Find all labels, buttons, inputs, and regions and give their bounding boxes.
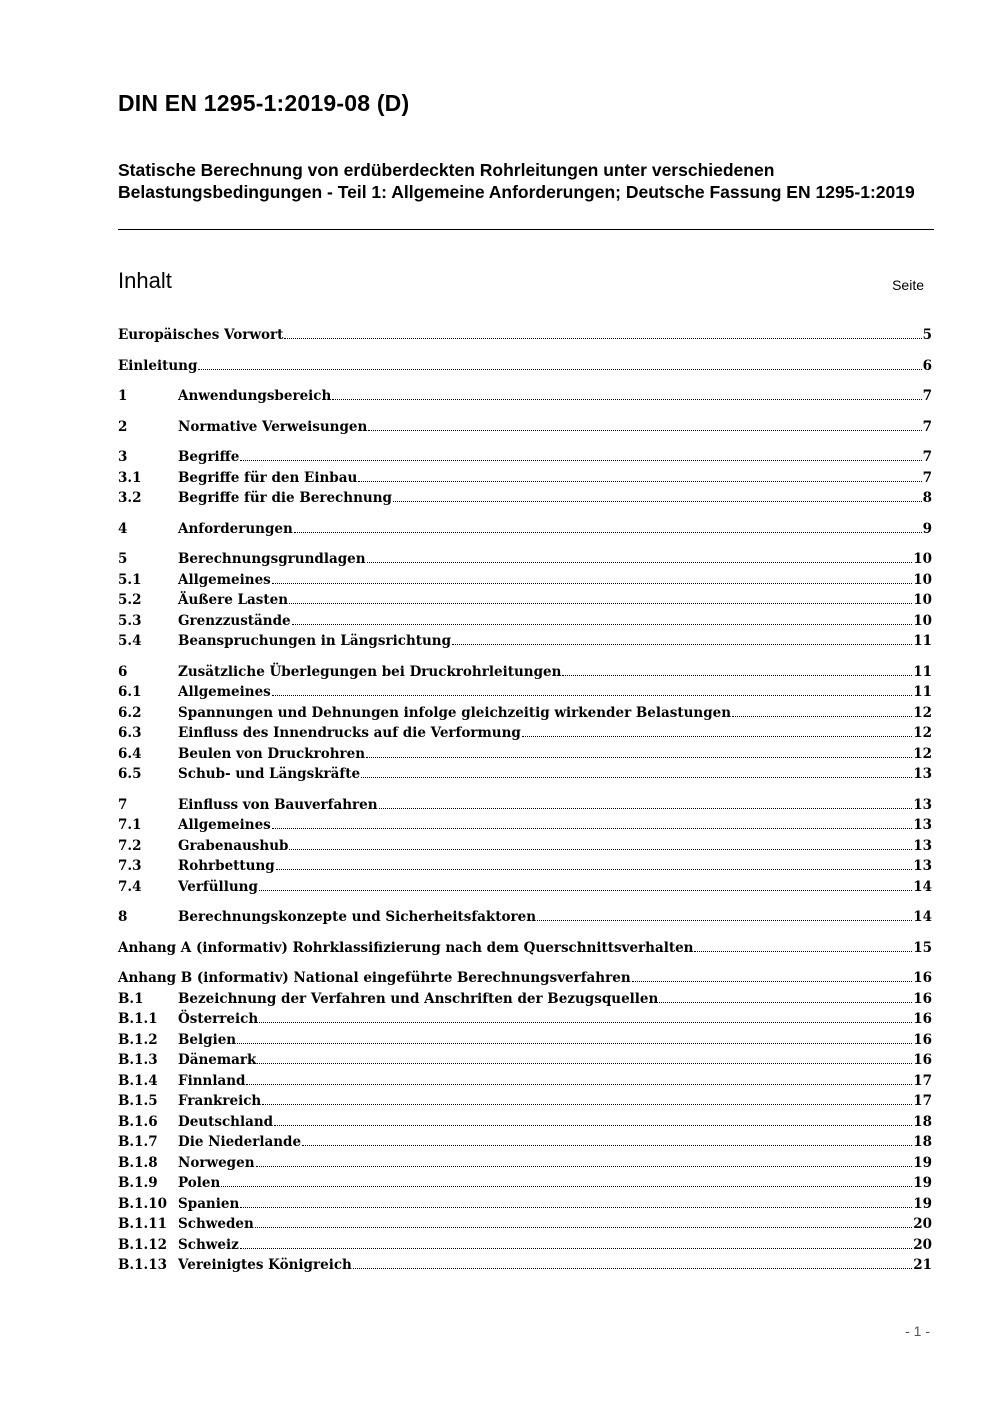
toc-entry[interactable] [118,968,932,989]
toc-dot-leader [732,715,912,717]
toc-dot-leader [276,868,912,870]
toc-entry-number: 4 [118,520,128,537]
toc-entry-number: 7.2 [118,837,142,854]
toc-entry-title: Grenzzustände [178,612,291,629]
toc-entry-number: 1 [118,388,128,404]
toc-entry-number: B.1.9 [118,1175,158,1191]
toc-heading: Inhalt [118,268,172,293]
toc-entry-page: 19 [913,1195,932,1212]
toc-entry[interactable] [118,938,932,959]
toc-entry[interactable] [118,1153,932,1174]
toc-entry-title: Österreich [178,1011,259,1027]
toc-entry-title: Einleitung [118,357,198,374]
toc-entry[interactable] [118,1030,932,1051]
toc-dot-leader [379,807,913,809]
toc-entry[interactable] [118,856,932,877]
toc-entry[interactable] [118,1050,932,1071]
toc-entry-page: 10 [913,592,932,608]
toc-dot-leader [562,674,912,676]
toc-entry-page: 19 [913,1154,932,1171]
toc-dot-leader [361,776,912,778]
toc-dot-leader [272,827,912,829]
toc-entry-title: Begriffe für die Berechnung [178,490,392,506]
toc-entry-page: 10 [913,612,932,629]
table-of-contents [118,325,932,1276]
toc-entry[interactable] [118,1173,932,1194]
toc-dot-leader [259,1021,912,1023]
toc-entry-number: B.1.4 [118,1072,158,1089]
toc-entry-page: 21 [913,1257,932,1273]
toc-entry-title: Berechnungskonzepte und Sicherheitsfaktoren [178,909,537,925]
page-number: - 1 - [905,1323,930,1339]
toc-entry-title: Spannungen und Dehnungen infolge gleichzeitig wirkender Belastungen [178,704,732,721]
toc-entry[interactable] [118,631,932,652]
toc-entry[interactable] [118,519,932,540]
toc-entry-number: 7.3 [118,858,142,874]
toc-entry-number: 5.4 [118,633,142,649]
toc-entry-page: 10 [913,571,932,588]
toc-entry[interactable] [118,1235,932,1256]
toc-page-column-label: Seite [892,277,924,293]
toc-entry[interactable] [118,877,932,898]
toc-entry-page: 19 [913,1175,932,1191]
toc-entry-number: B.1 [118,990,144,1007]
toc-dot-leader [292,623,913,625]
toc-dot-leader [452,643,912,645]
toc-entry[interactable] [118,662,932,683]
toc-entry-page: 16 [913,1031,932,1048]
toc-entry-title: Anhang A (informativ) Rohrklassifizierung nach dem Querschnittsverhalten [118,939,694,956]
toc-dot-leader [393,500,922,502]
toc-entry-page: 5 [922,327,932,343]
toc-entry-title: Schweiz [178,1236,239,1253]
toc-dot-leader [694,950,912,952]
toc-entry-title: Begriffe für den Einbau [178,469,358,486]
toc-entry-title: Allgemeines [178,817,271,833]
toc-entry[interactable] [118,764,932,785]
toc-entry-number: 5.2 [118,592,142,608]
toc-entry-number: 3.2 [118,490,142,506]
toc-dot-leader [289,848,912,850]
toc-entry-title: Die Niederlande [178,1134,302,1150]
toc-entry-page: 10 [913,551,932,567]
toc-dot-leader [272,582,912,584]
toc-dot-leader [537,919,912,921]
toc-entry[interactable] [118,386,932,407]
toc-entry-title: Finnland [178,1072,246,1089]
toc-entry-page: 7 [922,388,932,404]
toc-entry-number: B.1.3 [118,1052,158,1068]
toc-entry-title: Äußere Lasten [178,592,289,608]
toc-entry[interactable] [118,703,932,724]
toc-entry-title: Europäisches Vorwort [118,327,284,343]
toc-entry-title: Polen [178,1175,221,1191]
toc-entry-page: 16 [913,1052,932,1068]
toc-entry-number: 7.1 [118,817,142,833]
toc-entry[interactable] [118,1112,932,1133]
toc-dot-leader [262,1103,912,1105]
toc-entry[interactable] [118,325,932,346]
toc-dot-leader [332,398,921,400]
toc-dot-leader [659,1001,912,1003]
toc-entry-number: B.1.7 [118,1134,158,1150]
toc-entry-title: Allgemeines [178,684,271,700]
toc-entry-title: Begriffe [178,449,240,465]
toc-entry-title: Anhang B (informativ) National eingeführte Berechnungsverfahren [118,970,631,986]
toc-entry-number: 3 [118,449,128,465]
toc-entry-number: 5.3 [118,612,142,629]
toc-entry-number: 7.4 [118,878,142,895]
toc-dot-leader [368,429,921,431]
toc-entry-title: Normative Verweisungen [178,418,368,435]
toc-entry[interactable] [118,836,932,857]
toc-entry-number: 5.1 [118,571,142,588]
title-divider [118,229,934,230]
toc-entry[interactable] [118,611,932,632]
toc-entry-number: B.1.5 [118,1093,158,1109]
toc-entry-number: 2 [118,418,128,435]
toc-entry-number: 6.4 [118,745,142,762]
toc-entry-page: 9 [922,520,932,537]
toc-dot-leader [632,980,913,982]
toc-entry[interactable] [118,1071,932,1092]
toc-entry[interactable] [118,795,932,816]
toc-entry-page: 11 [913,663,932,680]
toc-entry-page: 17 [913,1072,932,1089]
toc-entry-number: 6.2 [118,704,142,721]
toc-entry[interactable] [118,1009,932,1030]
toc-dot-leader [366,756,912,758]
toc-entry-page: 12 [913,745,932,762]
toc-entry-page: 12 [913,725,932,741]
toc-entry-number: B.1.12 [118,1236,167,1253]
toc-entry-title: Deutschland [178,1113,274,1130]
toc-entry-number: B.1.6 [118,1113,158,1130]
toc-entry-title: Beanspruchungen in Längsrichtung [178,633,452,649]
toc-dot-leader [240,1247,912,1249]
toc-entry[interactable] [118,356,932,377]
toc-entry-title: Norwegen [178,1154,255,1171]
document-title: DIN EN 1295-1:2019-08 (D) [118,90,410,116]
toc-dot-leader [367,561,913,563]
toc-entry-number: 6.3 [118,725,142,741]
toc-entry-page: 13 [913,796,932,813]
toc-dot-leader [358,480,921,482]
toc-entry-page: 7 [922,469,932,486]
toc-entry-title: Grabenaushub [178,837,289,854]
toc-entry[interactable] [118,723,932,744]
toc-entry[interactable] [118,744,932,765]
toc-dot-leader [198,368,921,370]
toc-entry-title: Belgien [178,1031,237,1048]
toc-entry-page: 13 [913,858,932,874]
toc-entry[interactable] [118,570,932,591]
toc-entry[interactable] [118,468,932,489]
toc-entry-page: 7 [922,449,932,465]
toc-entry-number: 6.5 [118,766,142,782]
toc-entry-number: 7 [118,796,128,813]
toc-entry-title: Anwendungsbereich [178,388,332,404]
toc-entry-number: 6 [118,663,128,680]
toc-entry-number: B.1.8 [118,1154,158,1171]
toc-entry-title: Rohrbettung [178,858,275,874]
toc-entry[interactable] [118,1194,932,1215]
toc-entry-title: Spanien [178,1195,240,1212]
toc-entry-title: Beulen von Druckrohren [178,745,366,762]
toc-entry-title: Schweden [178,1216,254,1232]
toc-entry-page: 13 [913,817,932,833]
toc-entry[interactable] [118,488,932,509]
toc-dot-leader [255,1226,912,1228]
toc-entry-number: 6.1 [118,684,142,700]
toc-entry[interactable] [118,907,932,928]
toc-entry-title: Einfluss des Innendrucks auf die Verformung [178,725,521,741]
toc-entry-page: 20 [913,1216,932,1232]
document-subtitle: Statische Berechnung von erdüberdeckten Rohrleitungen unter verschiedenen Belastungsbedingungen - Teil 1: Allgemeine Anforderungen; Deutsche Fassung EN 1295-1:2019 [118,160,915,202]
toc-dot-leader [522,735,912,737]
toc-entry-number: B.1.13 [118,1257,167,1273]
toc-entry[interactable] [118,1132,932,1153]
toc-entry-page: 13 [913,837,932,854]
toc-entry[interactable] [118,682,932,703]
toc-dot-leader [272,694,912,696]
toc-entry-number: B.1.2 [118,1031,158,1048]
toc-entry-number: B.1.11 [118,1216,167,1232]
toc-entry-number: 5 [118,551,128,567]
toc-dot-leader [240,459,921,461]
toc-entry-number: 3.1 [118,469,142,486]
toc-entry-title: Verfüllung [178,878,258,895]
toc-entry-page: 18 [913,1134,932,1150]
toc-entry-title: Schub- und Längskräfte [178,766,361,782]
toc-entry-title: Berechnungsgrundlagen [178,551,366,567]
toc-dot-leader [257,1062,912,1064]
toc-entry-title: Einfluss von Bauverfahren [178,796,378,813]
toc-dot-leader [240,1206,912,1208]
toc-dot-leader [259,889,912,891]
toc-dot-leader [221,1185,912,1187]
toc-entry-title: Bezeichnung der Verfahren und Anschriften der Bezugsquellen [178,990,659,1007]
toc-entry-number: B.1.10 [118,1195,167,1212]
toc-entry-page: 16 [913,970,932,986]
toc-entry-page: 16 [913,1011,932,1027]
toc-entry-title: Anforderungen [178,520,293,537]
toc-entry[interactable] [118,1255,932,1276]
toc-entry-page: 11 [913,633,932,649]
toc-entry-page: 13 [913,766,932,782]
toc-dot-leader [302,1144,912,1146]
toc-entry-title: Zusätzliche Überlegungen bei Druckrohrleitungen [178,663,562,680]
toc-entry[interactable] [118,447,932,468]
toc-entry-page: 8 [922,490,932,506]
toc-entry-title: Vereinigtes Königreich [178,1257,352,1273]
toc-entry-page: 12 [913,704,932,721]
toc-entry[interactable] [118,590,932,611]
toc-entry[interactable] [118,1091,932,1112]
toc-entry-page: 7 [922,418,932,435]
toc-entry-number: 8 [118,909,128,925]
toc-entry-number: B.1.1 [118,1011,158,1027]
toc-entry-title: Frankreich [178,1093,262,1109]
toc-entry[interactable] [118,417,932,438]
toc-entry-page: 15 [913,939,932,956]
toc-entry-title: Allgemeines [178,571,271,588]
toc-dot-leader [246,1083,912,1085]
toc-dot-leader [353,1267,912,1269]
toc-entry[interactable] [118,549,932,570]
toc-entry-page: 6 [922,357,932,374]
toc-dot-leader [237,1042,912,1044]
toc-entry-page: 11 [913,684,932,700]
toc-dot-leader [274,1124,912,1126]
toc-entry-page: 14 [913,909,932,925]
toc-entry[interactable] [118,989,932,1010]
toc-dot-leader [284,337,921,339]
toc-entry[interactable] [118,815,932,836]
toc-entry[interactable] [118,1214,932,1235]
toc-entry-page: 17 [913,1093,932,1109]
toc-entry-page: 18 [913,1113,932,1130]
toc-dot-leader [289,602,912,604]
toc-entry-title: Dänemark [178,1052,257,1068]
toc-entry-page: 20 [913,1236,932,1253]
toc-entry-page: 14 [913,878,932,895]
toc-dot-leader [294,531,922,533]
toc-dot-leader [256,1165,913,1167]
toc-entry-page: 16 [913,990,932,1007]
